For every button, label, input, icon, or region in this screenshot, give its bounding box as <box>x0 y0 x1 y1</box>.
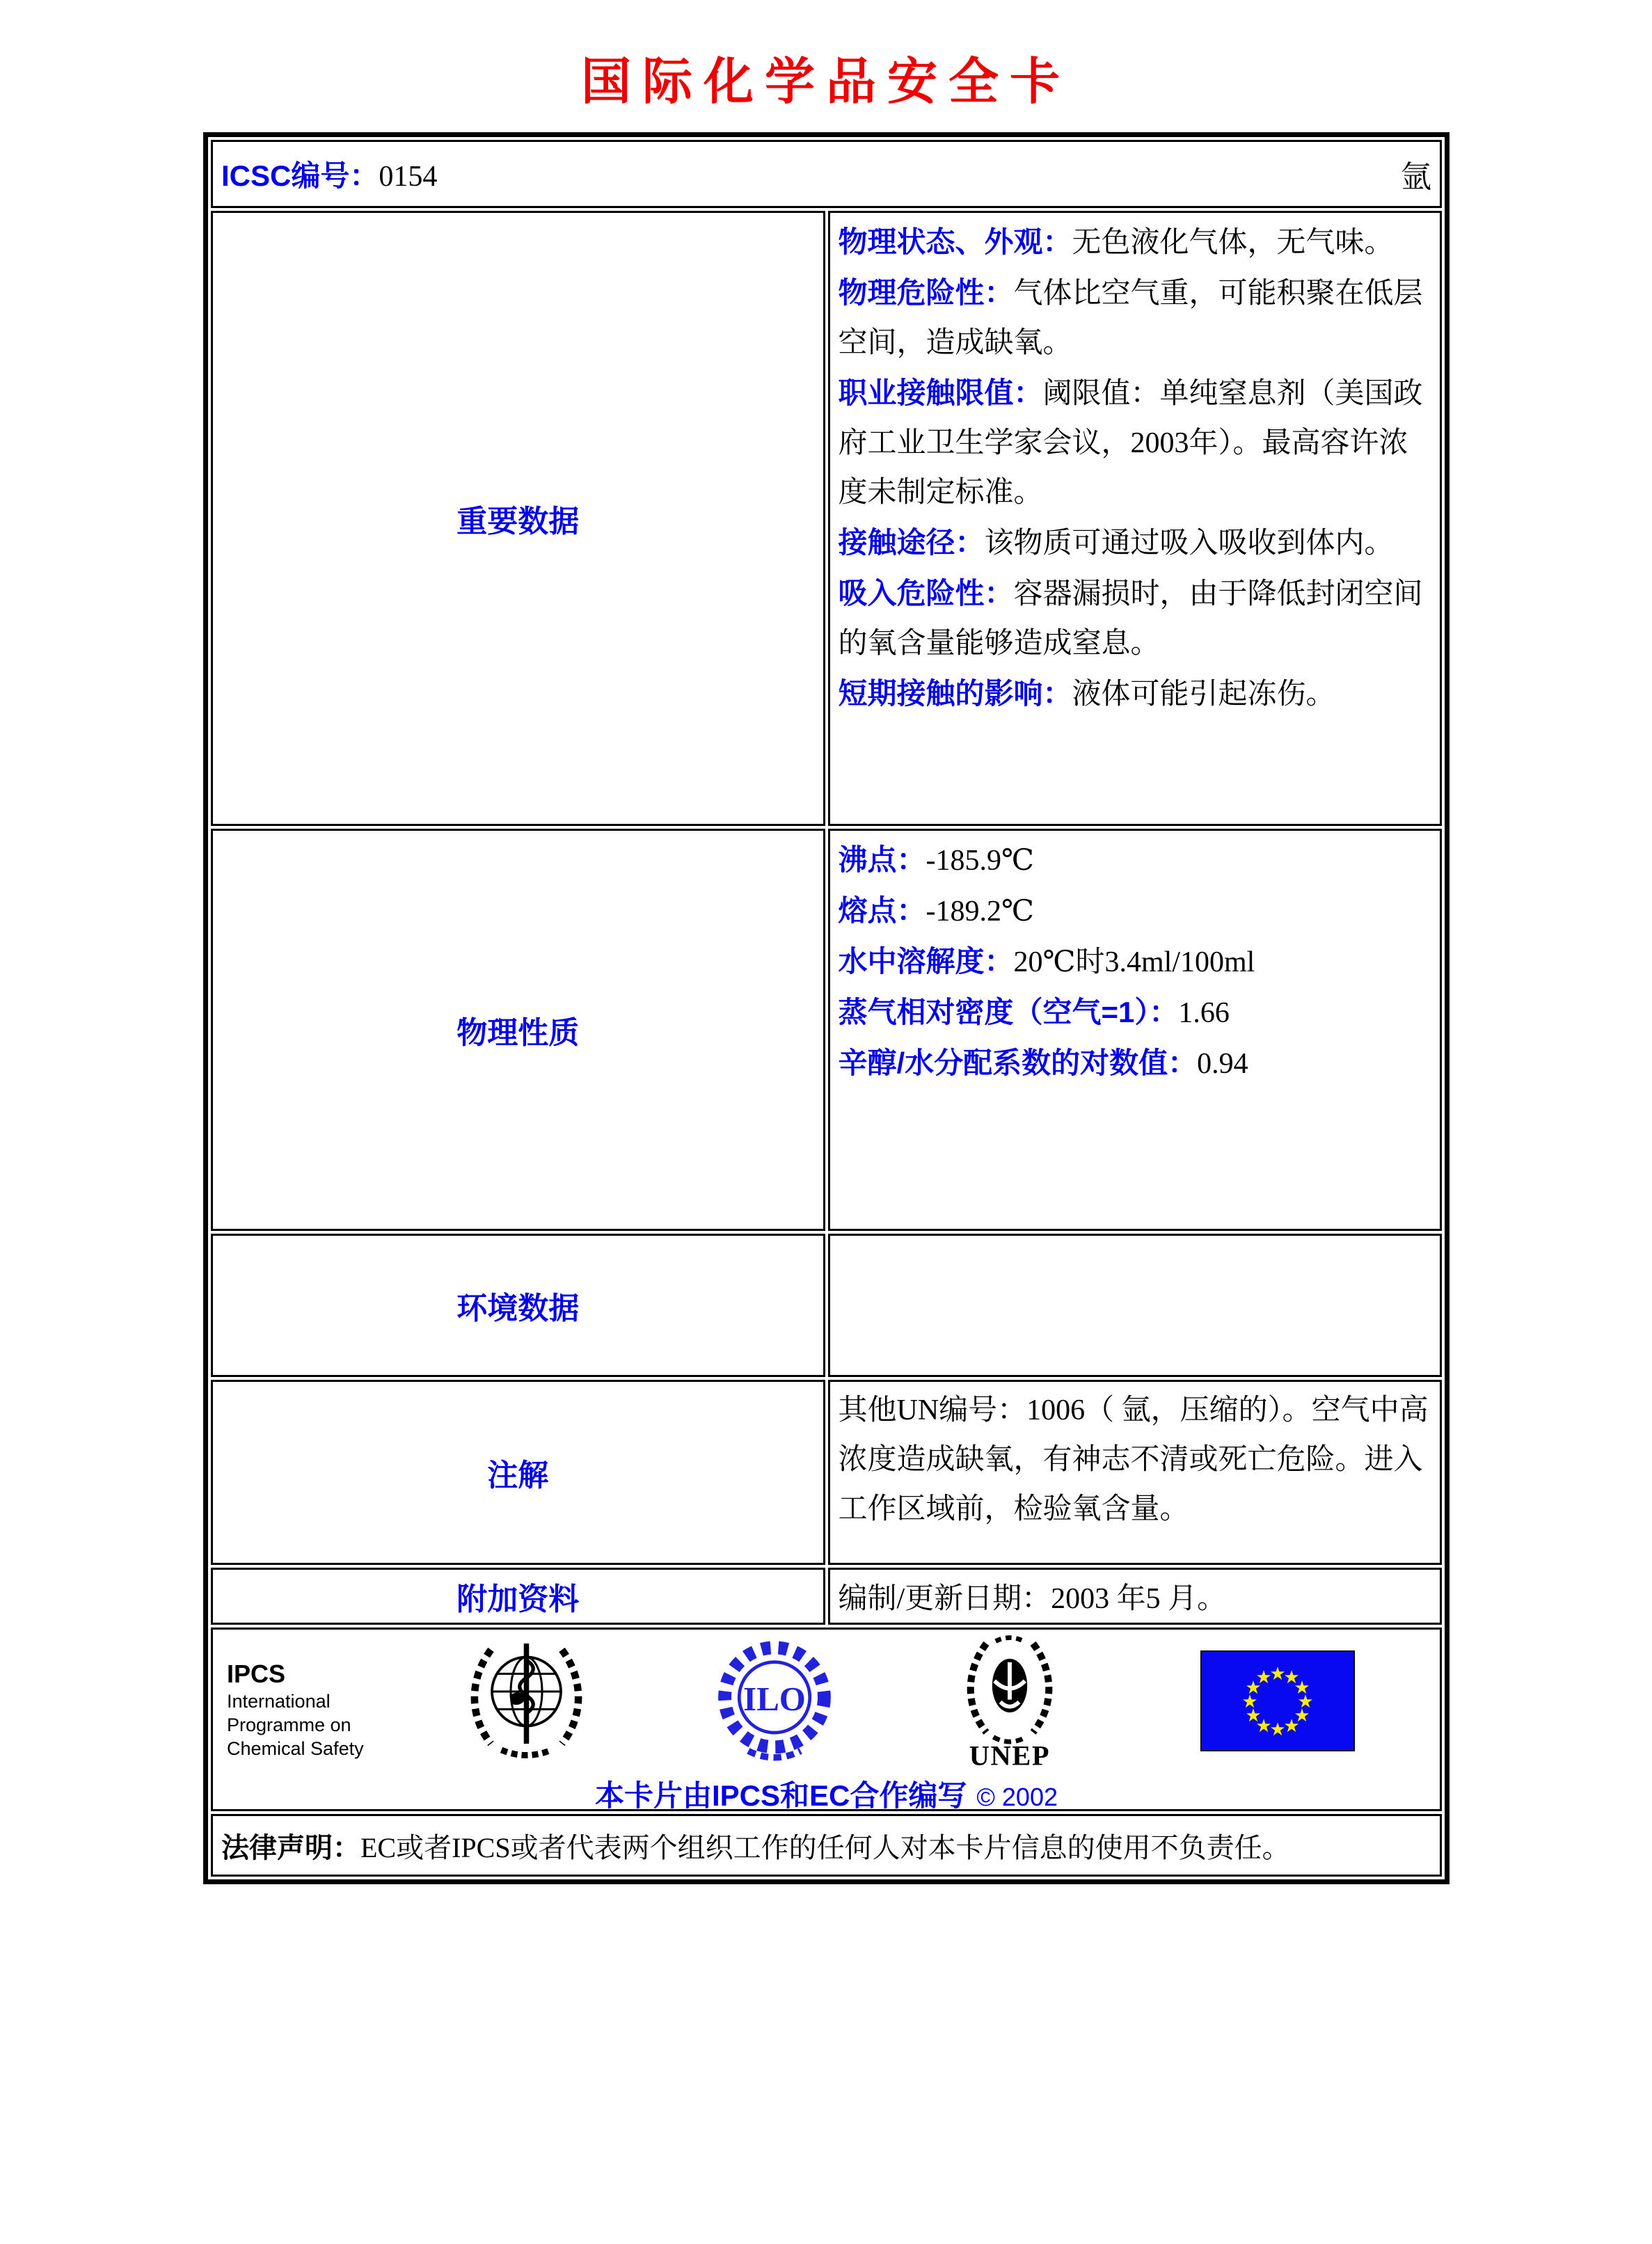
credit-line <box>213 1773 1440 1815</box>
svg-text:★: ★ <box>1245 1705 1262 1726</box>
physical-properties-row <box>211 829 1442 1231</box>
ilo-letters: ILO <box>743 1680 806 1719</box>
svg-text:★: ★ <box>1255 1667 1272 1688</box>
important-data-row <box>211 211 1442 826</box>
who-logo-icon <box>462 1635 591 1764</box>
svg-text:★: ★ <box>1269 1719 1286 1740</box>
header-row <box>211 140 1442 208</box>
important-item: 短期接触的影响：液体可能引起冻伤。 <box>838 677 1335 710</box>
unep-logo-icon <box>951 1634 1068 1774</box>
page-title: 国际化学品安全卡 <box>580 54 1071 110</box>
physical-item: 辛醇/水分配系数的对数值：0.94 <box>838 1047 1248 1080</box>
notes-row <box>211 1380 1442 1565</box>
section-label-important-data: 重要数据 <box>456 504 580 539</box>
environmental-data-row <box>211 1234 1442 1377</box>
ilo-logo-icon <box>709 1635 840 1771</box>
important-item: 物理危险性：气体比空气重，可能积聚在低层空间，造成缺氧。 <box>838 276 1423 359</box>
physical-properties-content <box>828 829 1443 1231</box>
ipcs-abbr: IPCS <box>227 1660 286 1688</box>
svg-text:★: ★ <box>1241 1692 1258 1712</box>
svg-text:★: ★ <box>1294 1705 1310 1726</box>
eu-flag-icon <box>1200 1650 1355 1755</box>
physical-item: 水中溶解度：20℃时3.4ml/100ml <box>838 945 1255 978</box>
important-data-content <box>828 211 1443 826</box>
legal-text: EC或者IPCS或者代表两个组织工作的任何人对本卡片信息的使用不负责任。 <box>360 1831 1290 1863</box>
section-label-environmental-data: 环境数据 <box>456 1291 580 1326</box>
notes-text: 其他UN编号：1006（ 氩，压缩的）。空气中高浓度造成缺氧，有神志不清或死亡危险。进入工作区域前，检验氧含量。 <box>838 1394 1429 1525</box>
update-date-text: 编制/更新日期：2003 年5 月。 <box>838 1583 1227 1615</box>
section-label-physical-properties: 物理性质 <box>456 1016 580 1050</box>
legal-row <box>211 1814 1442 1877</box>
icsc-number-value: 0154 <box>379 161 438 193</box>
icsc-number-label: ICSC编号： <box>221 159 379 192</box>
svg-text:★: ★ <box>1283 1716 1300 1737</box>
svg-text:★: ★ <box>1245 1678 1262 1698</box>
important-item: 职业接触限值：阈限值：单纯窒息剂（美国政府工业卫生学家会议，2003年）。最高容许浓度未制定标准。 <box>838 376 1423 509</box>
physical-item: 沸点：-185.9℃ <box>838 843 1034 877</box>
important-item: 吸入危险性：容器漏损时，由于降低封闭空间的氧含量能够造成窒息。 <box>838 577 1423 660</box>
important-item: 物理状态、外观：无色液化气体，无气味。 <box>838 225 1394 259</box>
svg-text:★: ★ <box>1294 1678 1310 1698</box>
important-item: 接触途径：该物质可通过吸入吸收到体内。 <box>838 526 1394 559</box>
icsc-card <box>203 132 1450 1884</box>
physical-item: 蒸气相对密度（空气=1）：1.66 <box>838 996 1230 1029</box>
logos-row <box>211 1628 1442 1811</box>
physical-item: 熔点：-189.2℃ <box>838 894 1034 928</box>
notes-content <box>828 1380 1443 1565</box>
svg-text:★: ★ <box>1269 1664 1286 1685</box>
chemical-name: 氩 <box>1401 160 1431 194</box>
ipcs-block: IPCS International Programme on Chemical Safety <box>227 1660 364 1759</box>
legal-label: 法律声明： <box>221 1832 360 1863</box>
copyright-text: © 2002 <box>976 1783 1058 1811</box>
section-label-notes: 注解 <box>487 1458 549 1493</box>
section-label-additional-info: 附加资料 <box>456 1582 580 1616</box>
svg-text:★: ★ <box>1255 1716 1272 1737</box>
unep-caption: UNEP <box>969 1740 1051 1770</box>
svg-text:★: ★ <box>1283 1667 1300 1688</box>
credit-text: 本卡片由IPCS和EC合作编写 <box>595 1779 967 1812</box>
icsc-table <box>208 137 1445 1879</box>
svg-text:★: ★ <box>1297 1692 1314 1712</box>
additional-info-content <box>828 1568 1443 1625</box>
additional-info-row <box>211 1568 1442 1625</box>
environmental-data-content <box>828 1234 1443 1377</box>
